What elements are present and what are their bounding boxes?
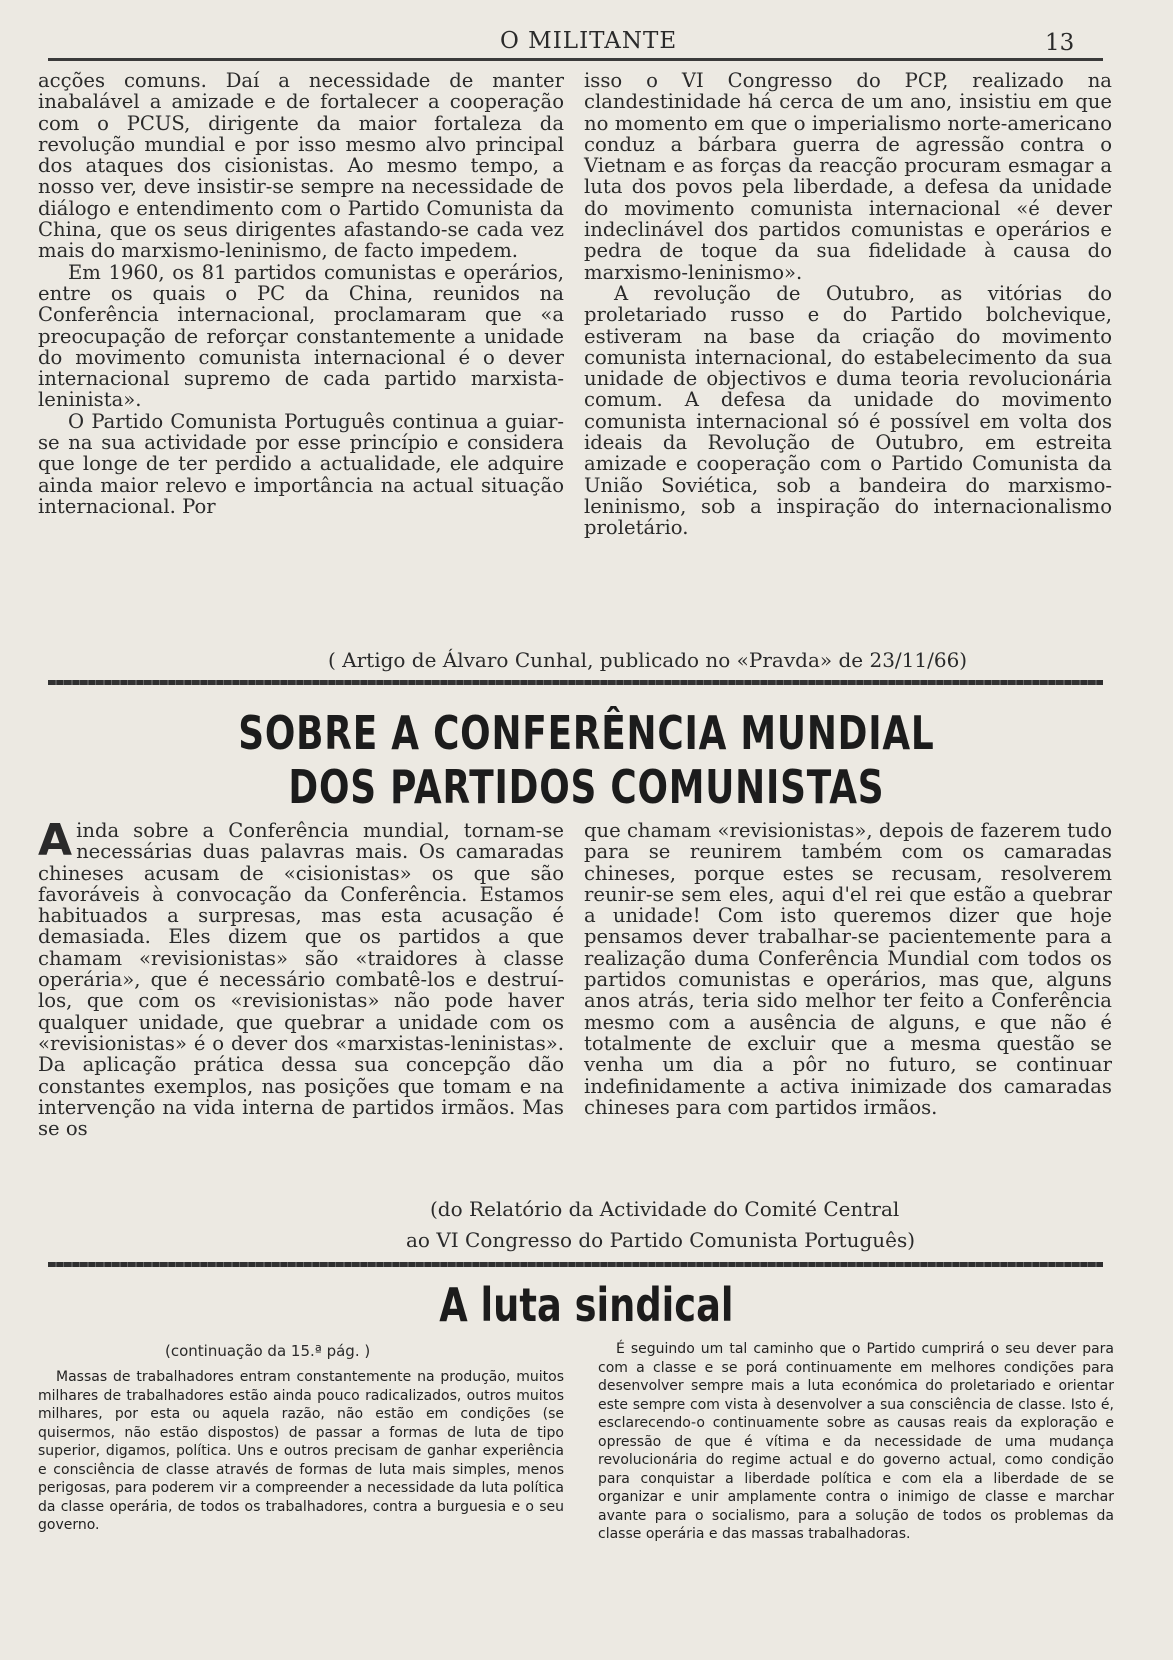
- article3-left-column: [38, 1368, 564, 1535]
- article1-paragraph: O Partido Comunista Português continua a guiar-se na sua actividade por esse princípio e considera que longe de ter perdido a actualidade, ele adquire ainda maior relevo e importância na actual situação internacional. Por: [38, 409, 564, 518]
- article3-right-text: É seguindo um tal caminho que o Partido cumprirá o seu dever para com a classe e se porá continuamente em melhores condições para desenvolver sempre mais a luta económica do proletariado e orientar este sempre com vista à desenvolver a sua consciência de classe. Isto é, esclarecendo-o continuamente sobre as causas reais da exploração e opressão de que é vítima e da necessidade de uma mudança revolucionária do regime actual e do governo actual, como condição para conquistar a liberdade política e com ela a liberdade de se organizar e unir amplamente contra o inimigo de classe e marchar avante para o socialismo, para a solução de todos os problemas da classe operária e das massas trabalhadoras.: [598, 1341, 1114, 1542]
- article1-paragraph: isso o VI Congresso do PCP, realizado na clandestinidade há cerca de um ano, insistiu em que no momento em que o imperialismo norte-americano conduz a bárbara guerra de agressão contra o Vietnam e as forças da reacção procuram esmagar a luta dos povos pela liberdade, a defesa da unidade do movimento comunista internacional «é dever indeclinável dos partidos comunistas e operários e pedra de toque da sua fidelidade à causa do marxismo-leninismo».: [584, 69, 1112, 284]
- article2-left-text: inda sobre a Conferência mundial, tornam-se necessárias duas palavras mais. Os camaradas chineses acusam de «cisionistas» os que são favoráveis à convocação da Conferência. Estamos habituados a surpresas, mas esta acusação é demasiada. Eles dizem que os partidos a que chamam «revisionistas» são «traidores à classe operária», que é necessário combatê-los e destruí-los, que com os «revisionistas» não pode haver qualquer unidade, que quebrar a unidade com os «revisionistas» é o dever dos «marxistas-leninistas». Da aplicação prática dessa sua concepção dão constantes exemplos, nas posições que tomam e na intervenção na vida interna de partidos irmãos. Mas se os: [38, 819, 564, 1141]
- article1-right-column: [584, 70, 1112, 539]
- section-divider: [48, 680, 1103, 685]
- drop-cap: A: [38, 815, 73, 866]
- article2-right-column: [584, 820, 1112, 1118]
- continuation-note: (continuação da 15.ª pág. ): [165, 1342, 371, 1360]
- article2-left-column: [38, 815, 564, 1141]
- article3-left-text: Massas de trabalhadores entram constantemente na produção, muitos milhares de trabalhadores estão ainda pouco radicalizados, outros muitos milhares, por esta ou aquela razão, não estão em condições (se quisermos, não estão dispostos) de passar a formas de luta de tipo superior, digamos, política. Uns e outros precisam de ganhar experiência e consciência de classe através de formas de luta mais simples, menos perigosas, para poderem vir a compreender a necessidade da luta política da classe operária, de todos os trabalhadores, contra a burguesia e o seu governo.: [38, 1369, 564, 1533]
- header-rule: [48, 58, 1103, 61]
- article3-headline: A luta sindical: [439, 1278, 734, 1332]
- article2-credit-line1: (do Relatório da Actividade do Comité Central: [430, 1197, 900, 1221]
- article3-right-column: [598, 1340, 1114, 1544]
- article2-credit-line2: ao VI Congresso do Partido Comunista Português): [406, 1228, 916, 1252]
- headline-line: DOS PARTIDOS COMUNISTAS: [288, 760, 885, 814]
- headline-line: SOBRE A CONFERÊNCIA MUNDIAL: [238, 706, 935, 760]
- article1-paragraph: Em 1960, os 81 partidos comunistas e operários, entre os quais o PC da China, reunidos na Conferência internacional, proclamaram que «a preocupação de reforçar constantemente a unidade do movimento comunista internacional é o dever internacional supremo de cada partido marxista-leninista».: [38, 260, 564, 412]
- article1-left-column: [38, 70, 564, 517]
- page-number: 13: [1045, 30, 1075, 56]
- article2-headline: [129, 706, 1044, 814]
- article1-paragraph: acções comuns. Daí a necessidade de manter inabalável a amizade e de fortalecer a cooperação com o PCUS, dirigente da maior fortaleza da revolução mundial e por isso mesmo alvo principal dos ataques dos cisionistas. Ao mesmo tempo, a nosso ver, deve insistir-se sempre na necessidade de diálogo e entendimento com o Partido Comunista da China, que os seus dirigentes afastando-se cada vez mais do marxismo-leninismo, de facto impedem.: [38, 69, 564, 263]
- section-divider: [48, 1262, 1103, 1267]
- article1-paragraph: A revolução de Outubro, as vitórias do proletariado russo e do Partido bolchevique, estiveram na base da criação do movimento comunista internacional, do estabelecimento da sua unidade de objectivos e duma teoria revolucionária comum. A defesa da unidade do movimento comunista internacional só é possível em volta dos ideais da Revolução de Outubro, em estreita amizade e cooperação com o Partido Comunista da União Soviética, sob a bandeira do marxismo-leninismo, sob a inspiração do internacionalismo proletário.: [584, 281, 1112, 540]
- publication-title: O MILITANTE: [500, 28, 678, 54]
- article1-credit: ( Artigo de Álvaro Cunhal, publicado no «Pravda» de 23/11/66): [328, 648, 968, 672]
- page-header: [0, 20, 1173, 60]
- article2-right-text: que chamam «revisionistas», depois de fazerem tudo para se reunirem também com os camaradas chineses, porque estes se recusam, resolverem reunir-se sem eles, aqui d'el rei que estão a quebrar a unidade! Com isto queremos dizer que hoje pensamos dever trabalhar-se pacientemente para a realização duma Conferência Mundial com todos os partidos comunistas e operários, mas que, alguns anos atrás, teria sido melhor ter feito a Conferência mesmo com a ausência de alguns, e que não é totalmente de excluir que a mesma questão se venha um dia a pôr no futuro, se continuar indefinidamente a activa inimizade dos camaradas chineses para com partidos irmãos.: [584, 819, 1112, 1119]
